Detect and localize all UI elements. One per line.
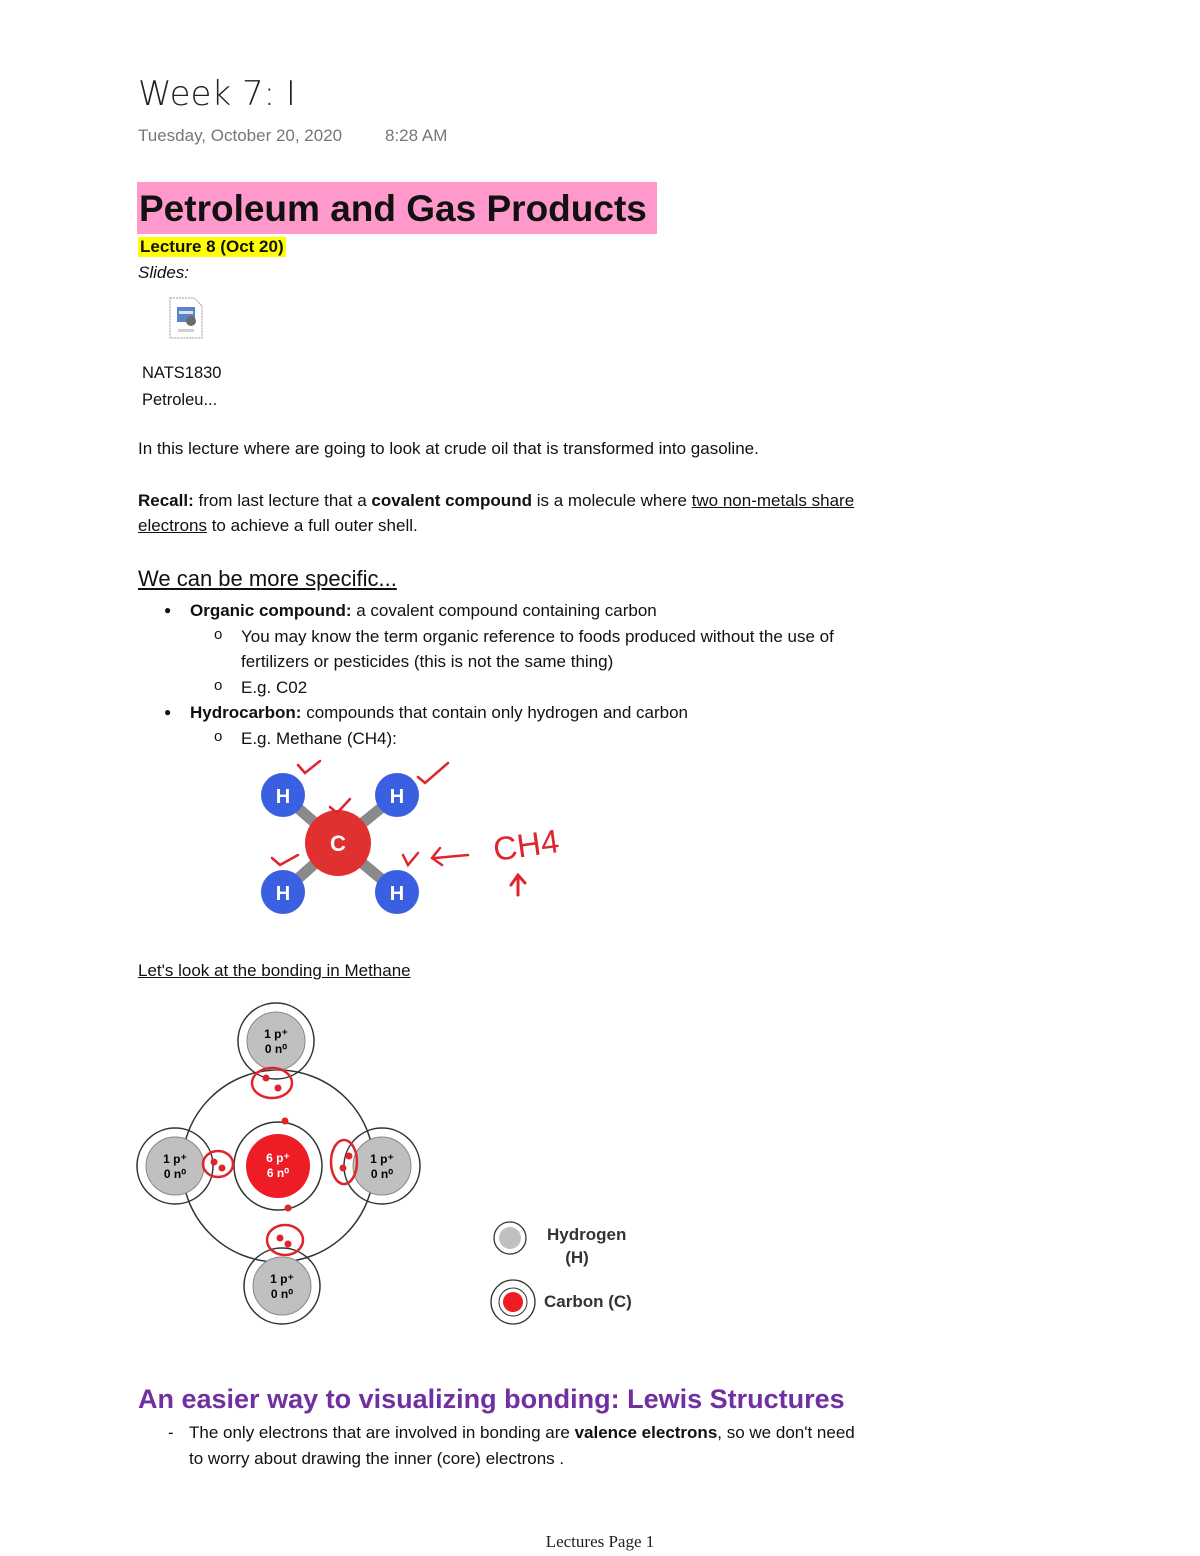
carbon-protons: 6 p⁺: [266, 1151, 290, 1165]
h-right-neutrons: 0 n⁰: [370, 1167, 394, 1181]
specific-heading: We can be more specific...: [138, 566, 397, 591]
lewis-text-2: , so we don't need to worry about drawing the inner (core) electrons .: [189, 1423, 855, 1468]
recall-text-2: is a molecule where: [531, 491, 692, 510]
hydrogen-atom: [375, 773, 419, 817]
recall-term: covalent compound: [371, 491, 532, 510]
attachment-line1: NATS1830: [142, 364, 222, 382]
h-left-neutrons: 0 n⁰: [163, 1167, 187, 1181]
handwritten-up-arrow-icon: [511, 875, 525, 895]
methane-model-diagram: [250, 755, 590, 930]
section-heading: Petroleum and Gas Products: [137, 182, 657, 234]
bullet-term: Hydrocarbon:: [190, 703, 302, 722]
lecture-label: Lecture 8 (Oct 20): [140, 237, 284, 256]
lewis-list: [168, 1420, 858, 1471]
list-item: [168, 1420, 858, 1471]
bullet-term: Organic compound:: [190, 601, 352, 620]
recall-label: Recall:: [138, 491, 194, 510]
hydrogen-atom: [261, 773, 305, 817]
page-footer: Lectures Page 1: [545, 1532, 655, 1551]
bohr-model-diagram: [130, 996, 430, 1336]
hydrogen-symbol: H: [275, 786, 291, 808]
legend-carbon: Carbon (C): [544, 1292, 632, 1311]
bullet-text: a covalent compound containing carbon: [351, 601, 657, 620]
slides-label: Slides:: [138, 263, 190, 282]
pdf-file-icon[interactable]: [168, 296, 204, 340]
list-item: o E.g. C02: [160, 675, 860, 701]
attachment-line2: Petroleu...: [142, 391, 218, 409]
h-top-protons: 1 p⁺: [264, 1027, 288, 1041]
legend-hydrogen-name: Hydrogen: [547, 1225, 627, 1244]
h-top-neutrons: 0 n⁰: [264, 1042, 288, 1056]
h-bottom-protons: 1 p⁺: [270, 1272, 294, 1286]
recall-underlined: two non-metals share electrons: [138, 491, 855, 535]
page-date: Tuesday, October 20, 2020: [138, 126, 343, 145]
definition-list: [160, 598, 860, 751]
handwritten-arrow-icon: [432, 848, 468, 865]
h-right-protons: 1 p⁺: [370, 1152, 394, 1166]
bonding-heading: Let's look at the bonding in Methane: [138, 961, 411, 980]
hydrogen-atom: [261, 870, 305, 914]
handwritten-ch4-label: CH4: [490, 822, 562, 868]
hydrogen-symbol: H: [275, 883, 291, 905]
recall-text-3: to achieve a full outer shell.: [206, 516, 418, 535]
hydrogen-symbol: H: [389, 883, 405, 905]
hydrogen-symbol: H: [389, 786, 405, 808]
attachment-name[interactable]: [142, 360, 222, 414]
list-item: [160, 700, 860, 726]
list-item: [160, 598, 860, 624]
legend-hydrogen-symbol: (H): [565, 1248, 589, 1267]
lewis-text-1: The only electrons that are involved in bonding are: [189, 1423, 575, 1442]
hydrogen-atom: [375, 870, 419, 914]
page-time: 8:28 AM: [385, 126, 448, 145]
list-item: o E.g. Methane (CH4):: [160, 726, 860, 752]
page-title: Week 7: I: [138, 74, 296, 114]
h-bottom-neutrons: 0 n⁰: [270, 1287, 294, 1301]
list-item: o You may know the term organic reference to foods produced without the use of fertilizers or pesticides (this is not the same thing): [160, 624, 860, 675]
recall-paragraph: [138, 488, 858, 538]
lewis-term: valence electrons: [574, 1423, 718, 1442]
intro-paragraph: In this lecture where are going to look at crude oil that is transformed into gasoline.: [138, 439, 759, 458]
bullet-text: compounds that contain only hydrogen and carbon: [301, 703, 689, 722]
recall-text-1: from last lecture that a: [193, 491, 372, 510]
bohr-legend: [485, 1210, 685, 1330]
carbon-symbol: C: [330, 831, 346, 856]
lewis-heading: An easier way to visualizing bonding: Lewis Structures: [138, 1384, 845, 1414]
carbon-neutrons: 6 n⁰: [266, 1166, 290, 1180]
h-left-protons: 1 p⁺: [163, 1152, 187, 1166]
